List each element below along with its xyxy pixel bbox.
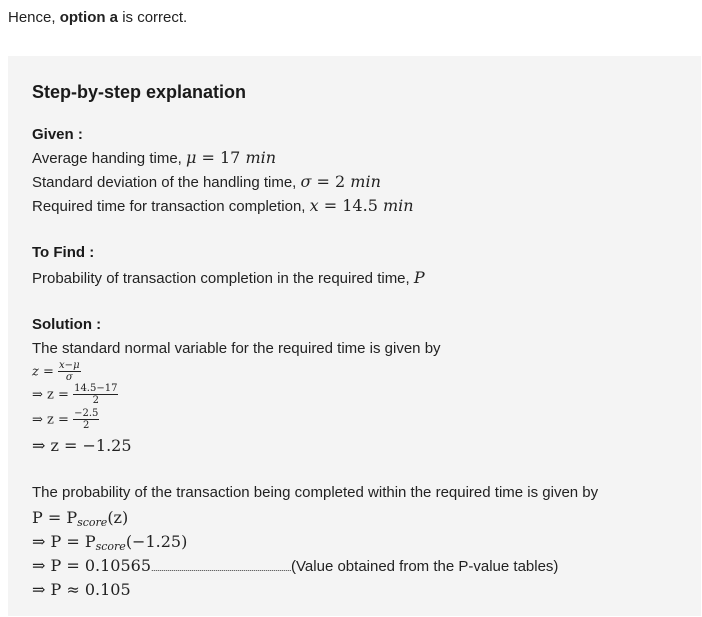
p-step2-note: (Value obtained from the P-value tables) [291,558,559,575]
z-step1-num: 14.5−17 [74,383,118,394]
p-step1-sub: score [95,540,126,553]
z-formula [32,360,81,383]
x-value: 14.5 [342,196,378,215]
given-mean: Average handing time, μ = 17 min [32,148,277,167]
p-step1-rhs: (−1.25) [125,532,188,551]
conclusion-prefix: Hence, [8,9,60,26]
p-formula-lhs: P = P [32,508,78,527]
z-step1-lhs: ⇒ z = [32,387,69,403]
x-symbol: x [309,196,319,215]
mean-value: 17 [219,148,241,167]
sd-value: 2 [335,172,346,191]
z-step1-den: 2 [92,395,99,406]
p-symbol: P [413,268,425,287]
p-formula [32,508,128,529]
z-step2-num: −2.5 [74,408,99,419]
mu-symbol: μ [186,148,197,167]
p-result: ⇒ P ≈ 0.105 [32,580,131,599]
conclusion-suffix: is correct. [118,9,188,26]
find-line [32,268,425,287]
p-formula-rhs: (z) [107,508,129,527]
find-text: Probability of transaction completion in the required time, [32,270,414,287]
find-label: To Find : [32,244,95,261]
z-formula-lhs: z = [32,364,54,380]
z-formula-num: x−μ [59,360,80,371]
p-step2 [32,556,558,575]
explanation-heading: Step-by-step explanation [32,82,247,102]
p-step1 [32,532,187,553]
solution-intro: The standard normal variable for the required time is given by [32,340,441,357]
z-step2-den: 2 [83,420,90,431]
given-sd: Standard deviation of the handling time, σ = 2 min [32,172,381,191]
conclusion-line [8,8,187,28]
p-step2-math: ⇒ P = 0.10565 [32,556,151,575]
sigma-symbol: σ [300,172,312,191]
sd-unit: min [350,172,381,191]
given-x-text: Required time for transaction completion, [32,198,310,215]
z-step2-fraction [73,408,99,431]
given-sd-text: Standard deviation of the handling time, [32,174,301,191]
p-step2-dots: ...................................................................... [151,563,292,573]
z-formula-fraction [58,360,81,383]
p-formula-sub: score [77,516,108,529]
given-label: Given : [32,126,83,143]
given-x: Required time for transaction completion, x = 14.5 min [32,196,414,215]
z-step1-fraction [73,383,118,406]
z-result: ⇒ z = −1.25 [32,436,132,455]
z-step2-lhs: ⇒ z = [32,412,69,428]
mean-unit: min [245,148,277,167]
solution-label: Solution : [32,316,102,333]
conclusion-answer: option a [59,9,119,26]
explanation-card [8,56,701,616]
z-step2 [32,408,99,431]
z-formula-den: σ [65,372,73,383]
x-unit: min [382,196,414,215]
p-step1-lhs: ⇒ P = P [32,532,96,551]
probability-intro: The probability of the transaction being completed within the required time is given by [32,484,599,501]
z-step1 [32,383,118,406]
given-mean-text: Average handing time, [32,150,186,167]
